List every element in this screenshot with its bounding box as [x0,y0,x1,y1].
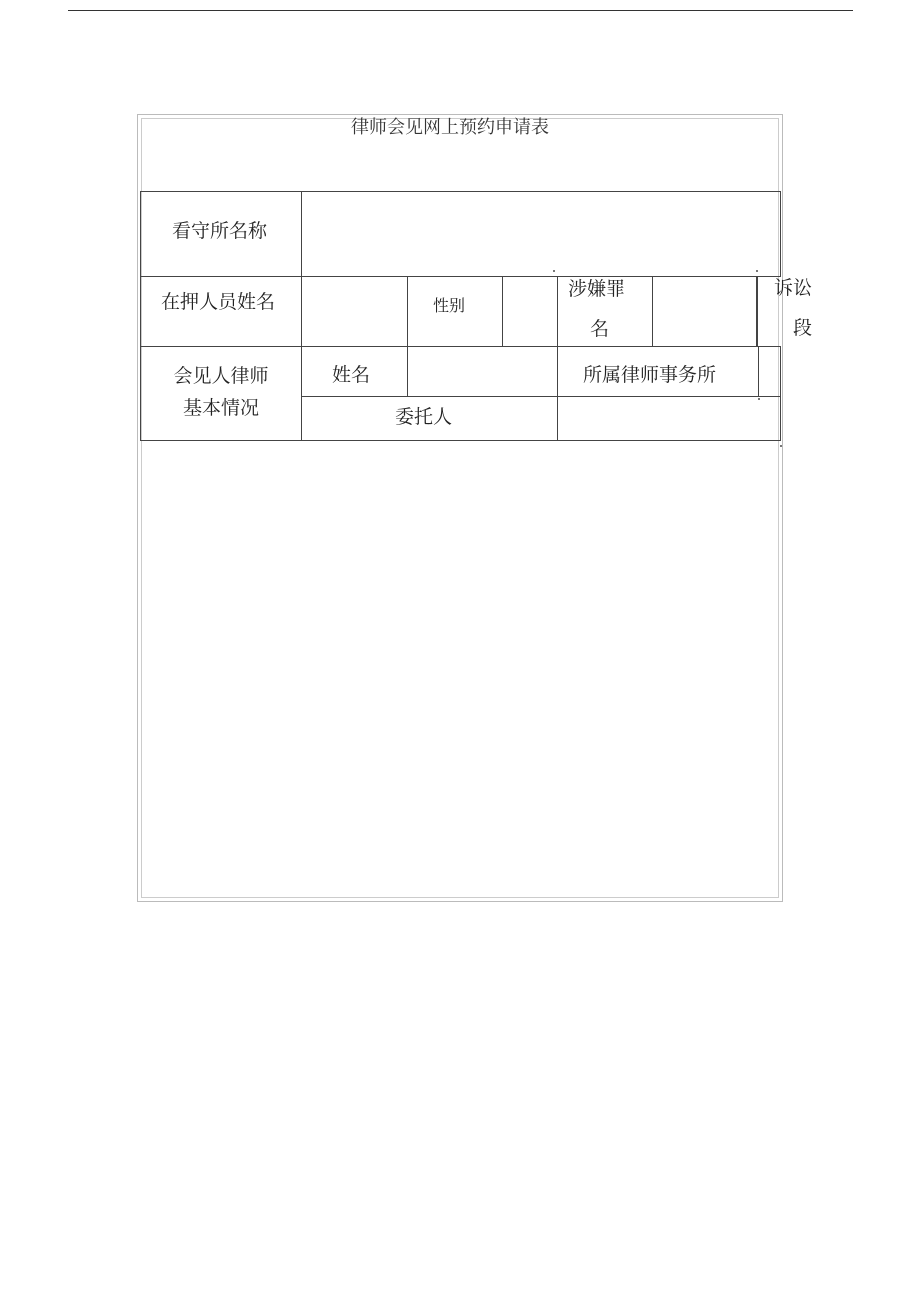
gender-value-cell[interactable] [502,276,558,347]
detention-center-label: 看守所名称 [172,220,268,242]
law-firm-label: 所属律师事务所 [583,364,717,386]
suspected-charge-value-cell[interactable] [652,276,757,347]
scan-speck [758,398,760,400]
law-firm-value-cell[interactable] [758,346,781,397]
client-value-cell[interactable] [557,396,781,441]
page-header-rule [68,10,853,11]
litigation-stage-label-line1: 诉讼 [774,277,813,299]
suspected-charge-label-line2: 名 [590,318,610,340]
detainee-name-value-cell[interactable] [301,276,408,347]
lawyer-info-label-line1: 会见人律师 [173,365,269,387]
scan-speck [756,270,758,272]
scan-speck [780,445,782,447]
scan-speck [553,270,555,272]
litigation-stage-label-line2: 段 [793,317,813,339]
detention-center-value-cell[interactable] [301,191,781,277]
detainee-name-label: 在押人员姓名 [161,291,276,313]
suspected-charge-label-line1: 涉嫌罪 [568,278,626,300]
gender-label: 性别 [433,296,466,315]
form-title: 律师会见网上预约申请表 [351,117,549,138]
client-label: 委托人 [395,406,453,428]
lawyer-name-label: 姓名 [332,364,371,386]
litigation-stage-divider [757,276,759,347]
lawyer-info-label-line2: 基本情况 [182,397,259,419]
lawyer-name-value-cell[interactable] [407,346,558,397]
